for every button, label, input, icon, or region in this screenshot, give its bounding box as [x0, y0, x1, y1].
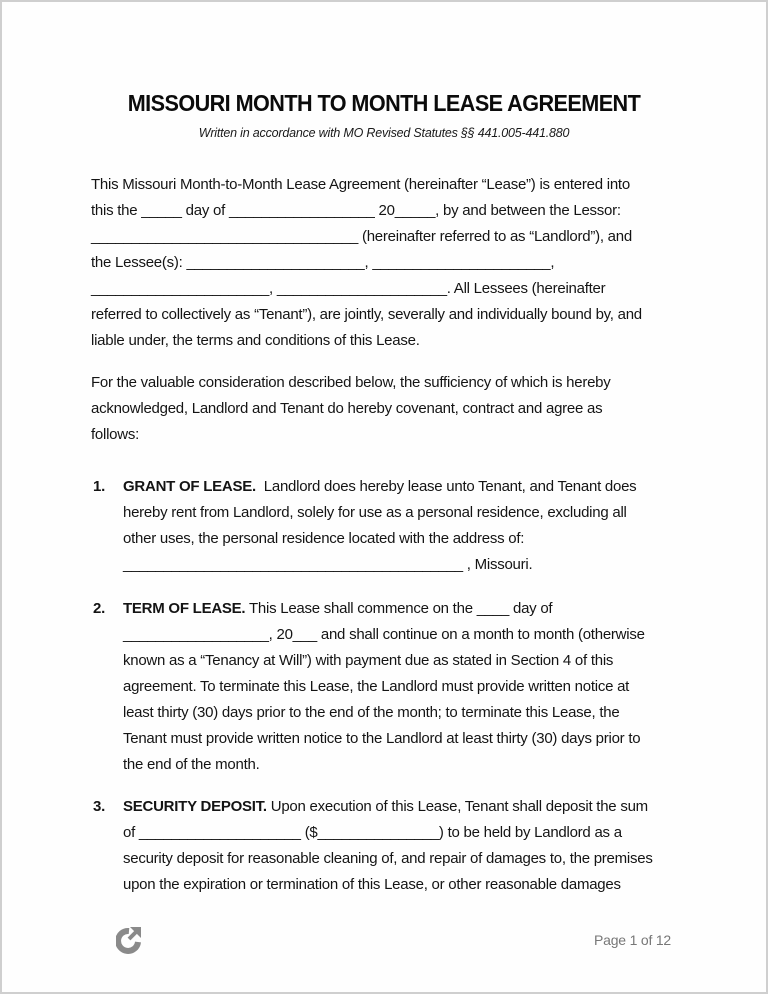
intro-line: this the _____ day of __________________ 20_____, by and between the Lessor: — [91, 202, 621, 219]
intro-line: _________________________________ (hereinafter referred to as “Landlord”), and — [91, 228, 632, 245]
document-subtitle: Written in accordance with MO Revised Statutes §§ 441.005-441.880 — [198, 126, 570, 140]
intro-line: ______________________, _____________________. All Lessees (hereinafter — [91, 280, 606, 297]
consideration-line: acknowledged, Landlord and Tenant do hereby covenant, contract and agree as — [91, 400, 603, 417]
intro-line: the Lessee(s): ______________________, ______________________, — [91, 254, 555, 271]
section-line: __________________, 20___ and shall continue on a month to month (otherwise — [123, 626, 645, 643]
refresh-arrow-logo-icon — [116, 925, 142, 955]
section-first-line-text: Landlord does hereby lease unto Tenant, and Tenant does — [255, 478, 637, 495]
section-line: known as a “Tenancy at Will”) with payment due as stated in Section 4 of this — [123, 652, 614, 669]
intro-line: liable under, the terms and conditions of this Lease. — [91, 332, 420, 349]
section-line: of ____________________ ($_______________) to be held by Landlord as a — [123, 824, 622, 841]
section-first-line-text: Upon execution of this Lease, Tenant shall deposit the sum — [266, 798, 648, 815]
section-line: other uses, the personal residence located with the address of: — [123, 530, 525, 547]
section-first-line-text: This Lease shall commence on the ____ day of — [245, 600, 553, 617]
section-line: Tenant must provide written notice to the Landlord at least thirty (30) days prior to — [123, 730, 641, 747]
intro-line: This Missouri Month-to-Month Lease Agreement (hereinafter “Lease”) is entered into — [91, 176, 630, 193]
section-first-line — [123, 596, 693, 622]
section-line: agreement. To terminate this Lease, the Landlord must provide written notice at — [123, 678, 630, 695]
section-number: 3. — [93, 798, 106, 815]
consideration-line: follows: — [91, 426, 140, 443]
section-line: security deposit for reasonable cleaning of, and repair of damages to, the premises — [123, 850, 653, 867]
document-title: MISSOURI MONTH TO MONTH LEASE AGREEMENT — [127, 90, 641, 116]
section-heading: GRANT OF LEASE. — [123, 478, 256, 495]
section-first-line — [123, 474, 693, 500]
intro-line: referred to collectively as “Tenant”), are jointly, severally and individually bound by, and — [91, 306, 642, 323]
consideration-paragraph — [91, 370, 691, 448]
page-number: Page 1 of 12 — [594, 932, 671, 948]
section-line: the end of the month. — [123, 756, 260, 773]
consideration-line: For the valuable consideration described below, the sufficiency of which is hereby — [91, 374, 611, 391]
section-line: least thirty (30) days prior to the end of the month; to terminate this Lease, the — [123, 704, 620, 721]
section-heading: TERM OF LEASE. — [123, 600, 246, 617]
section-line: __________________________________________ , Missouri. — [123, 556, 533, 573]
section-number: 1. — [93, 478, 106, 495]
section-heading: SECURITY DEPOSIT. — [123, 798, 267, 815]
section-number: 2. — [93, 600, 106, 617]
section-line: upon the expiration or termination of this Lease, or other reasonable damages — [123, 876, 621, 893]
section-line: hereby rent from Landlord, solely for use as a personal residence, excluding all — [123, 504, 627, 521]
intro-paragraph — [91, 172, 691, 354]
section-first-line — [123, 794, 693, 820]
